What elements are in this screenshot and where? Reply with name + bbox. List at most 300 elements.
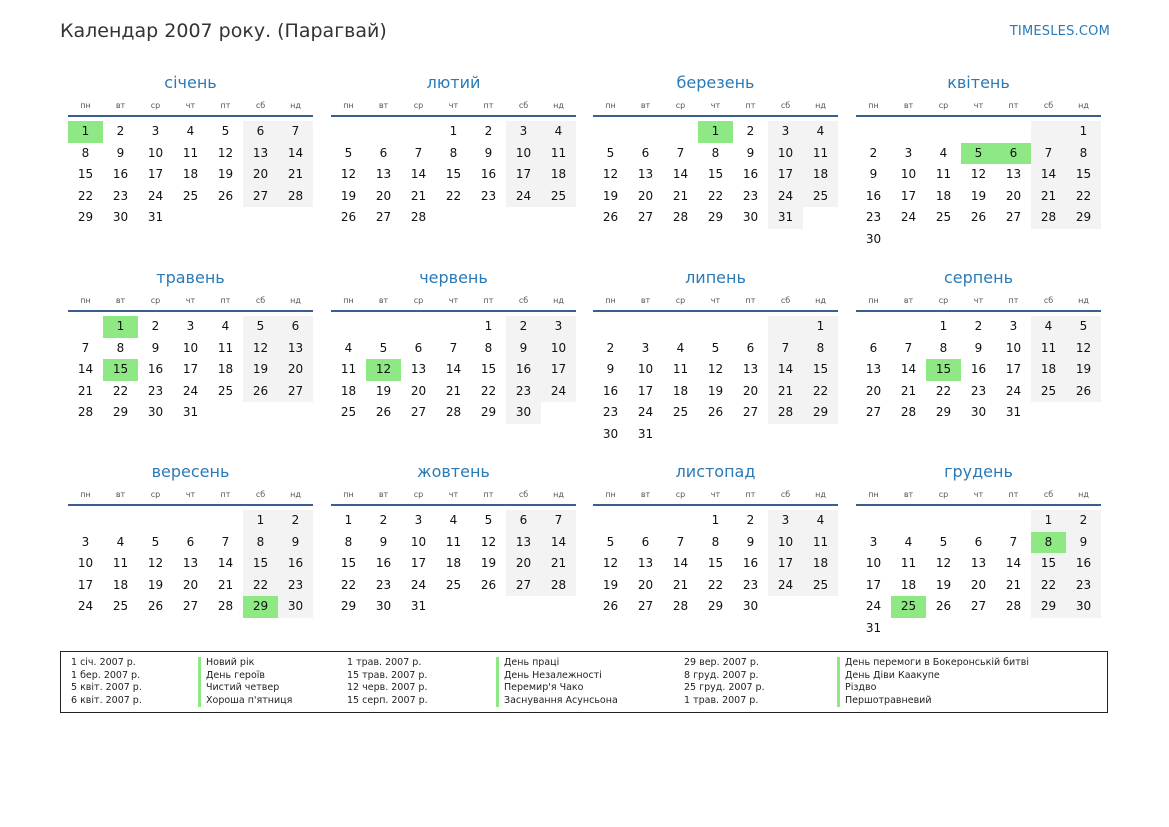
weekday-label: сб bbox=[780, 296, 791, 305]
legend-date: 1 січ. 2007 р. bbox=[71, 657, 136, 668]
day-cell: 14 bbox=[217, 556, 234, 571]
weekday-label: ср bbox=[150, 101, 161, 110]
day-cell: 25 bbox=[340, 405, 357, 420]
day-cell: 23 bbox=[970, 383, 987, 398]
weekday-label: чт bbox=[973, 296, 984, 305]
legend-date: 1 трав. 2007 р. bbox=[347, 657, 422, 668]
weekday-label: вт bbox=[115, 490, 126, 499]
day-cell: 7 bbox=[221, 534, 230, 549]
day-cell: 3 bbox=[506, 121, 541, 143]
day-cell: 27 bbox=[637, 210, 654, 225]
month-block bbox=[331, 268, 576, 424]
day-cell: 23 bbox=[506, 381, 541, 403]
day-cell: 29 bbox=[935, 405, 952, 420]
day-cell: 19 bbox=[1066, 359, 1101, 381]
day-cell: 31 bbox=[1005, 405, 1022, 420]
weekday-label: пт bbox=[1008, 101, 1019, 110]
day-cell: 25 bbox=[112, 599, 129, 614]
weekday-label: ср bbox=[413, 296, 424, 305]
day-cell: 14 bbox=[410, 167, 427, 182]
weekday-label: чт bbox=[185, 490, 196, 499]
day-cell: 17 bbox=[637, 383, 654, 398]
empty-day-cell bbox=[628, 316, 663, 338]
month-name: травень bbox=[156, 268, 225, 287]
day-cell: 7 bbox=[81, 340, 90, 355]
day-cell: 25 bbox=[672, 405, 689, 420]
day-cell: 18 bbox=[112, 577, 129, 592]
day-cell: 2 bbox=[116, 124, 125, 138]
day-cell: 31 bbox=[147, 210, 164, 225]
day-cell: 28 bbox=[1005, 599, 1022, 614]
day-cell: 11 bbox=[1031, 338, 1066, 360]
empty-day-cell bbox=[593, 316, 628, 338]
day-cell: 6 bbox=[641, 145, 650, 160]
weekday-header bbox=[331, 99, 576, 117]
legend-date: 1 бер. 2007 р. bbox=[71, 669, 141, 681]
weekday-label: чт bbox=[185, 101, 196, 110]
weekday-label: пт bbox=[483, 101, 494, 110]
day-cell: 30 bbox=[742, 599, 759, 614]
day-cell: 14 bbox=[768, 359, 803, 381]
legend-date: 6 квіт. 2007 р. bbox=[71, 694, 142, 706]
day-cell: 13 bbox=[243, 143, 278, 165]
holiday-legend bbox=[60, 651, 1108, 713]
day-cell: 19 bbox=[375, 383, 392, 398]
empty-day-cell bbox=[996, 121, 1031, 143]
weekday-label: нд bbox=[815, 296, 826, 305]
day-cell: 1 bbox=[939, 319, 948, 333]
empty-day-cell bbox=[331, 121, 366, 143]
day-cell: 5 bbox=[379, 340, 388, 355]
day-cell: 29 bbox=[707, 599, 724, 614]
day-cell: 11 bbox=[672, 362, 689, 377]
day-cell: 19 bbox=[602, 188, 619, 203]
day-cell: 10 bbox=[768, 532, 803, 554]
month-block bbox=[856, 73, 1101, 251]
day-cell: 26 bbox=[970, 210, 987, 225]
day-cell: 11 bbox=[182, 145, 199, 160]
day-cell: 12 bbox=[602, 556, 619, 571]
day-cell: 13 bbox=[865, 362, 882, 377]
day-cell: 8 bbox=[939, 340, 948, 355]
day-cell: 7 bbox=[676, 534, 685, 549]
day-cell: 17 bbox=[1005, 362, 1022, 377]
day-cell: 23 bbox=[865, 210, 882, 225]
day-cell: 12 bbox=[602, 167, 619, 182]
empty-day-cell bbox=[138, 510, 173, 532]
day-cell: 1 bbox=[711, 513, 720, 527]
day-cell: 22 bbox=[707, 188, 724, 203]
day-cell: 4 bbox=[186, 124, 195, 138]
day-cell: 1 bbox=[484, 319, 493, 333]
day-cell: 14 bbox=[900, 362, 917, 377]
day-cell: 16 bbox=[147, 362, 164, 377]
day-cell: 7 bbox=[676, 145, 685, 160]
empty-day-cell bbox=[768, 316, 803, 338]
day-cell: 21 bbox=[77, 383, 94, 398]
empty-day-cell bbox=[401, 121, 436, 143]
day-cell: 12 bbox=[340, 167, 357, 182]
day-grid bbox=[68, 121, 313, 229]
empty-day-cell bbox=[1031, 121, 1066, 143]
day-cell: 2 bbox=[974, 319, 983, 333]
weekday-label: вт bbox=[115, 101, 126, 110]
day-cell: 2 bbox=[278, 510, 313, 532]
day-cell: 26 bbox=[480, 577, 497, 592]
day-cell: 15 bbox=[803, 359, 838, 381]
weekday-label: нд bbox=[1078, 296, 1089, 305]
legend-holiday-name: Хороша п'ятниця bbox=[206, 694, 293, 706]
day-cell: 30 bbox=[865, 231, 882, 246]
legend-date: 25 груд. 2007 р. bbox=[684, 682, 765, 693]
weekday-label: чт bbox=[448, 490, 459, 499]
day-cell: 22 bbox=[112, 383, 129, 398]
day-cell: 1 bbox=[1031, 510, 1066, 532]
day-cell: 20 bbox=[637, 188, 654, 203]
day-cell: 7 bbox=[541, 510, 576, 532]
day-grid bbox=[593, 316, 838, 446]
day-cell: 17 bbox=[410, 556, 427, 571]
day-cell: 30 bbox=[970, 405, 987, 420]
day-cell: 31 bbox=[637, 426, 654, 441]
day-cell: 4 bbox=[939, 145, 948, 160]
weekday-label: ср bbox=[938, 490, 949, 499]
empty-day-cell bbox=[331, 316, 366, 338]
month-name: серпень bbox=[944, 268, 1013, 287]
day-cell: 23 bbox=[112, 188, 129, 203]
day-cell: 24 bbox=[637, 405, 654, 420]
day-cell: 3 bbox=[904, 145, 913, 160]
day-cell: 10 bbox=[768, 143, 803, 165]
day-cell: 18 bbox=[935, 188, 952, 203]
day-cell: 23 bbox=[1066, 575, 1101, 597]
day-cell: 11 bbox=[803, 143, 838, 165]
day-cell: 1 bbox=[803, 316, 838, 338]
weekday-label: сб bbox=[1043, 101, 1054, 110]
legend-holiday-name: День перемоги в Бокеронській битві bbox=[845, 657, 1029, 668]
day-cell: 3 bbox=[151, 124, 160, 138]
empty-day-cell bbox=[366, 121, 401, 143]
day-cell: 25 bbox=[217, 383, 234, 398]
weekday-label: чт bbox=[710, 101, 721, 110]
day-cell: 6 bbox=[869, 340, 878, 355]
day-cell: 23 bbox=[602, 405, 619, 420]
day-cell: 2 bbox=[746, 513, 755, 527]
empty-day-cell bbox=[103, 510, 138, 532]
day-cell: 7 bbox=[414, 145, 423, 160]
legend-holiday-name: День праці bbox=[504, 657, 560, 668]
day-cell: 26 bbox=[935, 599, 952, 614]
weekday-label: нд bbox=[290, 101, 301, 110]
day-cell: 10 bbox=[410, 534, 427, 549]
day-cell: 14 bbox=[672, 167, 689, 182]
weekday-label: вт bbox=[378, 296, 389, 305]
weekday-label: сб bbox=[1043, 490, 1054, 499]
weekday-label: пн bbox=[868, 101, 879, 110]
day-cell: 26 bbox=[243, 381, 278, 403]
day-cell: 20 bbox=[742, 383, 759, 398]
day-cell: 1 bbox=[243, 510, 278, 532]
legend-holiday-name: День героїв bbox=[206, 669, 266, 681]
weekday-header bbox=[593, 488, 838, 506]
day-cell: 15 bbox=[1031, 553, 1066, 575]
day-grid bbox=[593, 510, 838, 618]
day-cell: 27 bbox=[506, 575, 541, 597]
empty-day-cell bbox=[663, 510, 698, 532]
day-cell: 23 bbox=[375, 577, 392, 592]
day-cell: 17 bbox=[768, 164, 803, 186]
holiday-day-cell: 6 bbox=[996, 143, 1031, 165]
holiday-day-cell: 5 bbox=[961, 143, 996, 165]
weekday-label: пн bbox=[80, 101, 91, 110]
day-cell: 24 bbox=[147, 188, 164, 203]
day-grid bbox=[856, 316, 1101, 424]
day-cell: 20 bbox=[970, 577, 987, 592]
weekday-label: пт bbox=[220, 490, 231, 499]
day-cell: 3 bbox=[541, 316, 576, 338]
weekday-label: вт bbox=[378, 490, 389, 499]
empty-day-cell bbox=[208, 510, 243, 532]
month-name: січень bbox=[164, 73, 217, 92]
legend-date: 15 серп. 2007 р. bbox=[347, 694, 428, 706]
day-cell: 23 bbox=[480, 188, 497, 203]
day-cell: 26 bbox=[707, 405, 724, 420]
day-cell: 18 bbox=[1031, 359, 1066, 381]
day-cell: 16 bbox=[602, 383, 619, 398]
day-cell: 24 bbox=[900, 210, 917, 225]
empty-day-cell bbox=[173, 510, 208, 532]
day-cell: 13 bbox=[410, 362, 427, 377]
day-cell: 19 bbox=[480, 556, 497, 571]
legend-holiday-name: Перемир'я Чако bbox=[504, 682, 584, 693]
day-cell: 24 bbox=[1005, 383, 1022, 398]
weekday-label: чт bbox=[448, 101, 459, 110]
day-cell: 8 bbox=[484, 340, 493, 355]
weekday-label: ср bbox=[675, 101, 686, 110]
weekday-label: сб bbox=[518, 296, 529, 305]
legend-date: 15 трав. 2007 р. bbox=[347, 669, 428, 681]
day-cell: 22 bbox=[803, 381, 838, 403]
day-cell: 3 bbox=[768, 510, 803, 532]
day-cell: 28 bbox=[768, 402, 803, 424]
month-block bbox=[856, 462, 1101, 640]
month-block bbox=[68, 73, 313, 229]
day-cell: 29 bbox=[1066, 207, 1101, 229]
month-block bbox=[593, 73, 838, 229]
empty-day-cell bbox=[996, 510, 1031, 532]
day-cell: 28 bbox=[672, 210, 689, 225]
day-cell: 4 bbox=[344, 340, 353, 355]
legend-holiday-name: День Незалежності bbox=[504, 669, 602, 681]
legend-names-column bbox=[496, 657, 618, 707]
day-cell: 10 bbox=[147, 145, 164, 160]
day-cell: 5 bbox=[151, 534, 160, 549]
weekday-label: пн bbox=[80, 490, 91, 499]
day-cell: 27 bbox=[410, 405, 427, 420]
empty-day-cell bbox=[926, 121, 961, 143]
weekday-label: вт bbox=[903, 490, 914, 499]
day-cell: 15 bbox=[243, 553, 278, 575]
day-cell: 13 bbox=[637, 167, 654, 182]
day-cell: 21 bbox=[217, 577, 234, 592]
day-cell: 20 bbox=[410, 383, 427, 398]
day-grid bbox=[331, 510, 576, 618]
day-cell: 24 bbox=[410, 577, 427, 592]
day-cell: 18 bbox=[803, 164, 838, 186]
day-cell: 12 bbox=[217, 145, 234, 160]
day-cell: 13 bbox=[637, 556, 654, 571]
day-cell: 16 bbox=[506, 359, 541, 381]
day-cell: 11 bbox=[803, 532, 838, 554]
day-cell: 7 bbox=[1031, 143, 1066, 165]
month-name: квітень bbox=[947, 73, 1010, 92]
day-cell: 24 bbox=[768, 186, 803, 208]
day-cell: 3 bbox=[869, 534, 878, 549]
holiday-day-cell: 8 bbox=[1031, 532, 1066, 554]
weekday-label: пн bbox=[343, 101, 354, 110]
day-cell: 19 bbox=[935, 577, 952, 592]
day-cell: 28 bbox=[900, 405, 917, 420]
empty-day-cell bbox=[401, 316, 436, 338]
day-cell: 8 bbox=[803, 338, 838, 360]
day-cell: 18 bbox=[541, 164, 576, 186]
weekday-header bbox=[331, 294, 576, 312]
day-cell: 30 bbox=[506, 402, 541, 424]
weekday-header bbox=[331, 488, 576, 506]
empty-day-cell bbox=[698, 316, 733, 338]
weekday-label: пт bbox=[483, 490, 494, 499]
day-cell: 9 bbox=[974, 340, 983, 355]
empty-day-cell bbox=[891, 121, 926, 143]
day-cell: 16 bbox=[742, 556, 759, 571]
day-cell: 18 bbox=[445, 556, 462, 571]
day-cell: 10 bbox=[77, 556, 94, 571]
day-cell: 27 bbox=[243, 186, 278, 208]
weekday-label: пн bbox=[605, 101, 616, 110]
site-link[interactable]: TIMESLES.COM bbox=[1009, 24, 1110, 39]
weekday-label: нд bbox=[553, 490, 564, 499]
weekday-label: сб bbox=[518, 490, 529, 499]
day-cell: 13 bbox=[278, 338, 313, 360]
day-cell: 28 bbox=[672, 599, 689, 614]
day-cell: 27 bbox=[742, 405, 759, 420]
day-cell: 2 bbox=[869, 145, 878, 160]
day-cell: 11 bbox=[112, 556, 129, 571]
day-cell: 20 bbox=[243, 164, 278, 186]
day-cell: 26 bbox=[147, 599, 164, 614]
day-cell: 6 bbox=[379, 145, 388, 160]
day-grid bbox=[68, 316, 313, 424]
weekday-label: пт bbox=[1008, 296, 1019, 305]
day-cell: 12 bbox=[935, 556, 952, 571]
day-cell: 10 bbox=[637, 362, 654, 377]
weekday-label: нд bbox=[553, 296, 564, 305]
legend-holiday-name: День Діви Каакупе bbox=[845, 669, 940, 681]
day-cell: 11 bbox=[935, 167, 952, 182]
empty-day-cell bbox=[68, 510, 103, 532]
legend-date: 8 груд. 2007 р. bbox=[684, 669, 759, 681]
day-cell: 24 bbox=[182, 383, 199, 398]
day-cell: 4 bbox=[221, 319, 230, 333]
day-cell: 26 bbox=[602, 599, 619, 614]
day-cell: 7 bbox=[1009, 534, 1018, 549]
day-cell: 20 bbox=[1005, 188, 1022, 203]
day-cell: 14 bbox=[445, 362, 462, 377]
day-cell: 28 bbox=[217, 599, 234, 614]
day-cell: 4 bbox=[676, 340, 685, 355]
day-grid bbox=[593, 121, 838, 229]
weekday-header bbox=[856, 294, 1101, 312]
day-cell: 5 bbox=[606, 145, 615, 160]
day-cell: 24 bbox=[865, 599, 882, 614]
empty-day-cell bbox=[628, 121, 663, 143]
empty-day-cell bbox=[891, 510, 926, 532]
day-cell: 10 bbox=[541, 338, 576, 360]
day-cell: 3 bbox=[414, 513, 423, 527]
day-cell: 30 bbox=[112, 210, 129, 225]
day-cell: 8 bbox=[711, 145, 720, 160]
day-cell: 17 bbox=[147, 167, 164, 182]
day-cell: 25 bbox=[803, 575, 838, 597]
day-cell: 25 bbox=[803, 186, 838, 208]
day-cell: 4 bbox=[803, 510, 838, 532]
day-cell: 3 bbox=[1009, 319, 1018, 333]
day-cell: 3 bbox=[641, 340, 650, 355]
day-cell: 8 bbox=[81, 145, 90, 160]
day-cell: 18 bbox=[217, 362, 234, 377]
empty-day-cell bbox=[436, 316, 471, 338]
day-cell: 17 bbox=[506, 164, 541, 186]
month-block bbox=[68, 268, 313, 424]
day-cell: 21 bbox=[672, 188, 689, 203]
weekday-label: чт bbox=[710, 490, 721, 499]
day-cell: 6 bbox=[641, 534, 650, 549]
day-cell: 15 bbox=[340, 556, 357, 571]
day-cell: 7 bbox=[768, 338, 803, 360]
weekday-label: пт bbox=[483, 296, 494, 305]
weekday-label: пн bbox=[868, 490, 879, 499]
weekday-label: чт bbox=[185, 296, 196, 305]
weekday-label: чт bbox=[973, 490, 984, 499]
empty-day-cell bbox=[593, 510, 628, 532]
weekday-label: пт bbox=[745, 490, 756, 499]
day-cell: 14 bbox=[77, 362, 94, 377]
day-cell: 23 bbox=[742, 577, 759, 592]
weekday-header bbox=[68, 488, 313, 506]
day-cell: 19 bbox=[340, 188, 357, 203]
day-cell: 21 bbox=[672, 577, 689, 592]
legend-date: 5 квіт. 2007 р. bbox=[71, 682, 142, 693]
weekday-label: нд bbox=[290, 296, 301, 305]
day-cell: 1 bbox=[1066, 121, 1101, 143]
weekday-label: ср bbox=[413, 101, 424, 110]
day-cell: 4 bbox=[116, 534, 125, 549]
day-grid bbox=[331, 121, 576, 229]
holiday-day-cell: 1 bbox=[103, 316, 138, 338]
day-cell: 3 bbox=[186, 319, 195, 333]
day-cell: 30 bbox=[278, 596, 313, 618]
day-cell: 31 bbox=[768, 207, 803, 229]
empty-day-cell bbox=[891, 316, 926, 338]
weekday-label: ср bbox=[938, 296, 949, 305]
day-cell: 27 bbox=[375, 210, 392, 225]
day-cell: 29 bbox=[1031, 596, 1066, 618]
day-cell: 29 bbox=[340, 599, 357, 614]
day-cell: 9 bbox=[484, 145, 493, 160]
weekday-label: пт bbox=[220, 101, 231, 110]
day-cell: 19 bbox=[217, 167, 234, 182]
month-block bbox=[331, 462, 576, 618]
